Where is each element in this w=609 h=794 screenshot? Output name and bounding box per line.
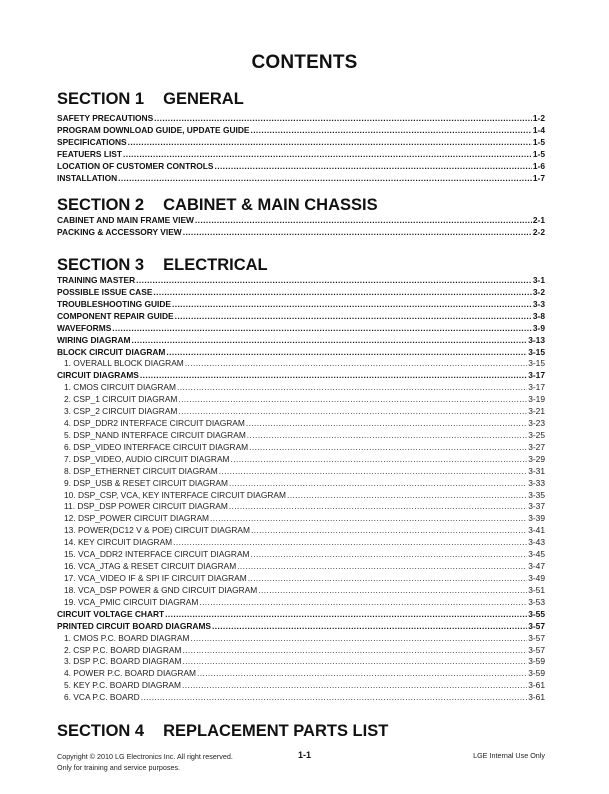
toc-entry-label: 10. DSP_CSP, VCA, KEY INTERFACE CIRCUIT DIAGRAM [64, 489, 286, 500]
toc-entry-label: 2. CSP P.C. BOARD DIAGRAM [64, 644, 182, 655]
toc-entry[interactable] [57, 298, 545, 310]
toc-entry[interactable] [57, 286, 545, 298]
dot-leader [214, 160, 531, 172]
dot-leader [154, 112, 532, 124]
toc-subentry[interactable] [64, 596, 545, 608]
toc-entry-page: 3-1 [532, 275, 545, 285]
toc-entry-label: POSSIBLE ISSUE CASE [57, 286, 153, 297]
dot-leader [248, 572, 527, 584]
toc-entry-label: 15. VCA_DDR2 INTERFACE CIRCUIT DIAGRAM [64, 549, 250, 560]
toc-subentry[interactable] [64, 393, 545, 405]
toc-entry-page: 3-27 [528, 441, 545, 452]
toc-entry-page: 3-29 [528, 453, 545, 464]
footer-internal-use: LGE Internal Use Only [473, 751, 545, 760]
toc-entry[interactable] [57, 322, 545, 334]
toc-entry-page: 3-55 [528, 608, 545, 619]
section-name: GENERAL [163, 90, 244, 108]
toc-entry[interactable] [57, 214, 545, 226]
dot-leader [112, 322, 532, 334]
toc-entry-page: 3-19 [528, 394, 545, 405]
toc-entry-label: 1. OVERALL BLOCK DIAGRAM [64, 358, 184, 369]
dot-leader [140, 369, 527, 381]
toc-entry-label: 6. VCA P.C. BOARD [64, 692, 140, 703]
toc-subentry[interactable] [64, 584, 545, 596]
toc-entry-label: 17. VCA_VIDEO IF & SPI IF CIRCUIT DIAGRAM [64, 573, 247, 583]
dot-leader [177, 381, 527, 393]
toc-entry[interactable] [57, 608, 545, 620]
dot-leader [195, 214, 532, 226]
toc-subentry[interactable] [64, 465, 545, 477]
toc-entry-label: BLOCK CIRCUIT DIAGRAM [57, 346, 166, 357]
toc-subentry[interactable] [64, 417, 545, 429]
toc-entry-label: CIRCUIT VOLTAGE CHART [57, 608, 165, 619]
toc-entry-page: 3-51 [528, 584, 545, 595]
toc-entry[interactable] [57, 226, 545, 238]
dot-leader [183, 226, 532, 238]
toc-entry-label: COMPONENT REPAIR GUIDE [57, 310, 174, 321]
toc-entry-label: 6. DSP_VIDEO INTERFACE CIRCUIT DIAGRAM [64, 441, 249, 452]
toc-entry-page: 1-7 [532, 172, 545, 183]
toc-entry-page: 3-49 [528, 573, 545, 583]
toc-entry-label: PROGRAM DOWNLOAD GUIDE, UPDATE GUIDE [57, 124, 250, 135]
section-heading [57, 722, 388, 741]
dot-leader [231, 453, 528, 465]
toc-subentry[interactable] [64, 667, 545, 679]
toc-subentry[interactable] [64, 477, 545, 489]
dot-leader [173, 536, 527, 548]
section-number: SECTION 3 [57, 256, 145, 274]
toc-entry-page: 3-57 [528, 644, 545, 655]
dot-leader [250, 124, 531, 136]
toc-entry-label: PRINTED CIRCUIT BOARD DIAGRAMS [57, 620, 212, 631]
toc-entry-page: 2-1 [532, 215, 545, 225]
dot-leader [182, 679, 527, 691]
toc-subentry[interactable] [64, 679, 545, 691]
toc-entry-label: WIRING DIAGRAM [57, 334, 131, 345]
section-name: ELECTRICAL [163, 256, 268, 274]
toc-subentry[interactable] [64, 381, 545, 393]
section-number: SECTION 4 [57, 722, 145, 740]
toc-subentry[interactable] [64, 405, 545, 417]
toc-entry-label: 3. DSP P.C. BOARD DIAGRAM [64, 656, 182, 667]
dot-leader [172, 298, 532, 310]
dot-leader [229, 500, 527, 512]
section-heading [57, 90, 244, 109]
toc-subentry[interactable] [64, 536, 545, 548]
toc-entry-label: 12. DSP_POWER CIRCUIT DIAGRAM [64, 513, 210, 524]
dot-leader [258, 584, 527, 596]
dot-leader [182, 655, 527, 667]
dot-leader [166, 346, 527, 358]
toc-entry-page: 3-23 [528, 418, 545, 429]
toc-entry-label: LOCATION OF CUSTOMER CONTROLS [57, 160, 214, 171]
toc-entry[interactable] [57, 620, 545, 632]
toc-entry-page: 3-17 [528, 382, 545, 393]
dot-leader [246, 417, 527, 429]
toc-entry-page: 3-59 [528, 656, 545, 667]
toc-entry[interactable] [57, 124, 545, 136]
toc-entry-label: CABINET AND MAIN FRAME VIEW [57, 215, 194, 225]
dot-leader [178, 405, 527, 417]
toc-subentry[interactable] [64, 500, 545, 512]
dot-leader [185, 357, 527, 369]
toc-entry-page: 3-3 [532, 298, 545, 309]
section-heading [57, 256, 268, 275]
dot-leader [178, 393, 527, 405]
toc-entry-page: 3-8 [532, 310, 545, 321]
toc-entry-label: 4. POWER P.C. BOARD DIAGRAM [64, 668, 197, 679]
dot-leader [197, 667, 527, 679]
toc-entry-label: 1. CMOS CIRCUIT DIAGRAM [64, 382, 176, 393]
dot-leader [153, 286, 531, 298]
toc-subentry[interactable] [64, 489, 545, 501]
toc-entry-label: 3. CSP_2 CIRCUIT DIAGRAM [64, 406, 178, 417]
dot-leader [249, 441, 527, 453]
dot-leader [118, 172, 532, 184]
toc-entry-label: 16. VCA_JTAG & RESET CIRCUIT DIAGRAM [64, 561, 237, 572]
section-heading [57, 196, 378, 215]
page-title: CONTENTS [251, 52, 358, 73]
section-number: SECTION 1 [57, 90, 145, 108]
toc-entry-label: 4. DSP_DDR2 INTERFACE CIRCUIT DIAGRAM [64, 418, 245, 429]
toc-entry-page: 3-37 [528, 501, 545, 512]
toc-subentry[interactable] [64, 655, 545, 667]
dot-leader [132, 334, 528, 346]
toc-entry-page: 3-2 [532, 286, 545, 297]
dot-leader [123, 148, 532, 160]
toc-subentry[interactable] [64, 441, 545, 453]
dot-leader [165, 608, 527, 620]
toc-entry[interactable] [57, 148, 545, 160]
toc-entry-page: 3-57 [528, 632, 545, 643]
toc-subentry[interactable] [64, 644, 545, 656]
toc-subentry[interactable] [64, 632, 545, 644]
toc-entry-page: 3-31 [528, 465, 545, 476]
section-number: SECTION 2 [57, 196, 145, 214]
toc-entry-label: 8. DSP_ETHERNET CIRCUIT DIAGRAM [64, 465, 218, 476]
dot-leader [136, 274, 532, 286]
footer-page-number: 1-1 [297, 750, 311, 760]
toc-entry-page: 3-17 [528, 370, 545, 381]
toc-entry-page: 1-2 [532, 113, 545, 123]
toc-entry[interactable] [57, 334, 545, 346]
toc-entry-page: 1-6 [532, 160, 545, 171]
footer-training-note: Only for training and service purposes. [57, 763, 181, 772]
toc-entry-page: 3-47 [528, 561, 545, 572]
toc-entry-label: FEATUERS LIST [57, 148, 122, 159]
toc-entry-label: WAVEFORMS [57, 322, 112, 333]
toc-entry-page: 2-2 [532, 226, 545, 237]
toc-entry-label: 9. DSP_USB & RESET CIRCUIT DIAGRAM [64, 477, 228, 488]
dot-leader [251, 548, 528, 560]
toc-entry-label: SAFETY PRECAUTIONS [57, 113, 154, 123]
dot-leader [141, 691, 528, 703]
toc-entry-label: CIRCUIT DIAGRAMS [57, 370, 139, 381]
section-name: REPLACEMENT PARTS LIST [163, 722, 389, 740]
toc-entry-page: 3-33 [528, 477, 545, 488]
toc-subentry[interactable] [64, 524, 545, 536]
toc-entry-page: 3-39 [528, 513, 545, 524]
toc-entry-page: 3-61 [528, 692, 545, 703]
toc-entry-page: 3-43 [528, 537, 545, 548]
toc-entry-page: 3-9 [532, 322, 545, 333]
toc-entry-label: SPECIFICATIONS [57, 136, 127, 147]
toc-entry-page: 3-35 [528, 489, 545, 500]
toc-subentry[interactable] [64, 560, 545, 572]
dot-leader [199, 596, 527, 608]
toc-subentry[interactable] [64, 691, 545, 703]
toc-entry-label: 2. CSP_1 CIRCUIT DIAGRAM [64, 394, 178, 405]
toc-entry-label: INSTALLATION [57, 172, 118, 183]
toc-entry[interactable] [57, 172, 545, 184]
toc-entry-label: TRAINING MASTER [57, 275, 136, 285]
toc-entry-page: 3-15 [528, 358, 545, 369]
toc-entry-page: 1-5 [532, 136, 545, 147]
dot-leader [251, 524, 527, 536]
dot-leader [191, 632, 528, 644]
toc-entry-label: 18. VCA_DSP POWER & GND CIRCUIT DIAGRAM [64, 584, 258, 595]
toc-entry-page: 3-59 [528, 668, 545, 679]
toc-entry-label: 5. DSP_NAND INTERFACE CIRCUIT DIAGRAM [64, 429, 246, 440]
toc-entry[interactable] [57, 112, 545, 124]
toc-subentry[interactable] [64, 357, 545, 369]
toc-entry[interactable] [57, 369, 545, 381]
dot-leader [287, 489, 527, 501]
toc-entry-label: PACKING & ACCESSORY VIEW [57, 226, 182, 237]
toc-entry-page: 3-21 [528, 406, 545, 417]
toc-entry-label: 11. DSP_DSP POWER CIRCUIT DIAGRAM [64, 501, 228, 512]
toc-entry-page: 3-13 [528, 334, 545, 345]
toc-entry-label: 19. VCA_PMIC CIRCUIT DIAGRAM [64, 596, 199, 607]
toc-entry-page: 1-5 [532, 148, 545, 159]
toc-entry-label: 13. POWER(DC12 V & POE) CIRCUIT DIAGRAM [64, 525, 250, 536]
toc-entry-page: 3-57 [528, 620, 545, 631]
toc-subentry[interactable] [64, 429, 545, 441]
footer-copyright: Copyright © 2010 LG Electronics Inc. All right reserved. [57, 752, 233, 761]
dot-leader [212, 620, 527, 632]
toc-entry-page: 3-45 [528, 549, 545, 560]
toc-entry[interactable] [57, 346, 545, 358]
dot-leader [247, 429, 527, 441]
toc-entry-page: 1-4 [532, 124, 545, 135]
dot-leader [210, 512, 527, 524]
toc-subentry[interactable] [64, 453, 545, 465]
dot-leader [219, 465, 528, 477]
toc-entry[interactable] [57, 310, 545, 322]
toc-entry-page: 3-25 [528, 429, 545, 440]
section-name: CABINET & MAIN CHASSIS [163, 196, 378, 214]
dot-leader [229, 477, 527, 489]
toc-entry-label: 14. KEY CIRCUIT DIAGRAM [64, 537, 173, 548]
toc-entry-page: 3-53 [528, 596, 545, 607]
toc-entry-label: 5. KEY P.C. BOARD DIAGRAM [64, 680, 181, 691]
toc-entry-label: TROUBLESHOOTING GUIDE [57, 298, 171, 309]
toc-entry[interactable] [57, 136, 545, 148]
toc-subentry[interactable] [64, 548, 545, 560]
toc-entry-page: 3-15 [528, 346, 545, 357]
toc-entry-label: 7. DSP_VIDEO, AUDIO CIRCUIT DIAGRAM [64, 453, 230, 464]
dot-leader [182, 644, 527, 656]
toc-entry-page: 3-61 [528, 680, 545, 691]
dot-leader [175, 310, 532, 322]
toc-entry[interactable] [57, 160, 545, 172]
toc-entry[interactable] [57, 274, 545, 286]
toc-entry-page: 3-41 [528, 525, 545, 536]
toc-subentry[interactable] [64, 572, 545, 584]
dot-leader [128, 136, 532, 148]
toc-subentry[interactable] [64, 512, 545, 524]
dot-leader [237, 560, 527, 572]
toc-entry-label: 1. CMOS P.C. BOARD DIAGRAM [64, 632, 190, 643]
